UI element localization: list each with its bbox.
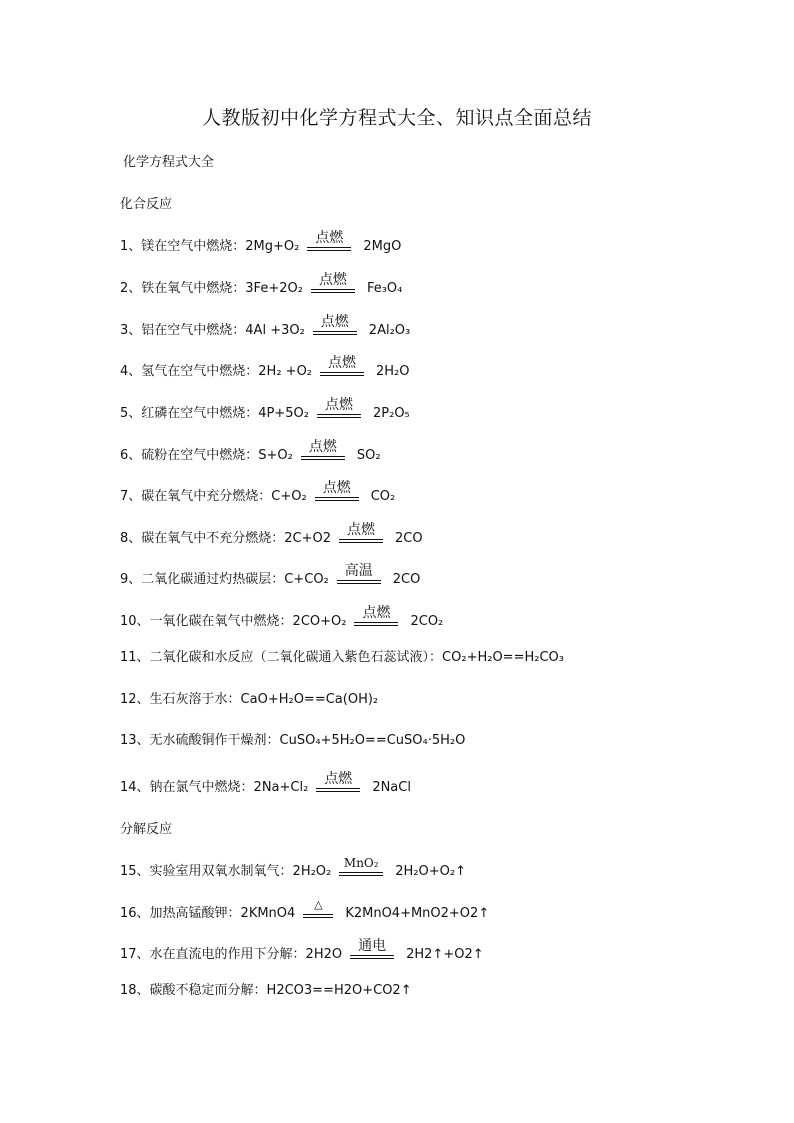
equation-label: 4、氢气在空气中燃烧： bbox=[120, 364, 259, 379]
reaction-condition: 点燃 bbox=[347, 522, 376, 538]
reaction-arrow bbox=[313, 314, 357, 341]
reaction-condition: 点燃 bbox=[324, 771, 353, 787]
equation-reactants: 2H₂ +O₂ bbox=[258, 364, 313, 379]
equation-reactants: 2H₂O₂ bbox=[292, 864, 332, 879]
equation-reactants: 2CO+O₂ bbox=[292, 614, 347, 629]
equation-row bbox=[120, 771, 411, 798]
section-heading-decomposition: 分解反应 bbox=[120, 822, 173, 837]
equation-products: 2CO bbox=[392, 572, 421, 587]
equation-text: 13、无水硫酸铜作干燥剂：CuSO₄+5H₂O==CuSO₄·5H₂O bbox=[120, 733, 466, 748]
equation-row bbox=[120, 439, 381, 466]
equation-products: CO₂ bbox=[370, 489, 396, 504]
equation-label: 15、实验室用双氧水制氧气： bbox=[120, 864, 293, 879]
equation-label: 16、加热高锰酸钾： bbox=[120, 906, 241, 921]
equation-label: 5、红磷在空气中燃烧： bbox=[120, 406, 259, 421]
equation-text: 11、二氧化碳和水反应（二氧化碳通入紫色石蕊试液）：CO₂+H₂O==H₂CO₃ bbox=[120, 650, 564, 665]
reaction-arrow bbox=[307, 230, 351, 257]
reaction-condition: 高温 bbox=[344, 563, 373, 579]
reaction-arrow bbox=[339, 856, 383, 882]
equation-products: 2P₂O₅ bbox=[373, 406, 410, 421]
equation-reactants: 2KMnO4 bbox=[240, 906, 296, 921]
reaction-arrow bbox=[337, 563, 381, 590]
section-heading-combination: 化合反应 bbox=[120, 197, 173, 212]
equation-reactants: 4Al +3O₂ bbox=[245, 323, 305, 338]
equation-products: K2MnO4+MnO2+O2↑ bbox=[345, 906, 490, 921]
equation-text: 18、碳酸不稳定而分解：H2CO3==H2O+CO2↑ bbox=[120, 983, 412, 998]
equation-row bbox=[120, 605, 444, 632]
equation-row bbox=[120, 981, 412, 1001]
reaction-condition: 点燃 bbox=[315, 230, 344, 246]
reaction-arrow bbox=[320, 355, 364, 382]
reaction-arrow bbox=[311, 272, 355, 299]
equation-products: SO₂ bbox=[356, 448, 381, 463]
reaction-arrow bbox=[354, 605, 398, 632]
document-title: 人教版初中化学方程式大全、知识点全面总结 bbox=[201, 107, 592, 129]
reaction-condition: 点燃 bbox=[320, 314, 349, 330]
reaction-condition: △ bbox=[314, 898, 323, 911]
equation-row bbox=[120, 731, 465, 751]
section-heading-equations: 化学方程式大全 bbox=[123, 155, 215, 170]
equation-row bbox=[120, 397, 410, 424]
equation-products: 2CO bbox=[395, 531, 423, 546]
equation-label: 6、硫粉在空气中燃烧： bbox=[120, 448, 259, 463]
reaction-condition: 点燃 bbox=[318, 272, 347, 288]
equation-reactants: 2Na+Cl₂ bbox=[253, 780, 309, 795]
equation-row bbox=[120, 938, 484, 965]
equation-products: 2H2↑+O2↑ bbox=[406, 947, 484, 962]
equation-label: 7、碳在氧气中充分燃烧： bbox=[120, 489, 272, 504]
equation-label: 9、二氧化碳通过灼热碳层： bbox=[120, 572, 285, 587]
equation-reactants: 2H2O bbox=[305, 947, 343, 962]
equation-row bbox=[120, 314, 411, 341]
equation-products: 2MgO bbox=[363, 239, 402, 254]
equation-row bbox=[120, 690, 378, 710]
equation-row bbox=[120, 522, 423, 549]
equation-row bbox=[120, 563, 421, 590]
reaction-arrow bbox=[315, 480, 359, 507]
equation-label: 3、铝在空气中燃烧： bbox=[120, 323, 246, 338]
equation-products: Fe₃O₄ bbox=[366, 281, 403, 296]
reaction-condition: 点燃 bbox=[325, 397, 353, 413]
equation-reactants: 4P+5O₂ bbox=[258, 406, 309, 421]
reaction-arrow bbox=[350, 938, 394, 965]
equation-reactants: 2C+O2 bbox=[284, 531, 332, 546]
equation-row bbox=[120, 272, 403, 299]
equation-row bbox=[120, 648, 564, 668]
equation-row bbox=[120, 355, 410, 382]
equation-row bbox=[120, 480, 396, 507]
reaction-condition: 点燃 bbox=[362, 605, 391, 621]
equation-products: 2NaCl bbox=[372, 780, 411, 795]
equation-row bbox=[120, 230, 402, 257]
reaction-condition: MnO₂ bbox=[343, 856, 379, 870]
reaction-condition: 通电 bbox=[358, 938, 387, 954]
equation-label: 10、一氧化碳在氧气中燃烧： bbox=[120, 614, 293, 629]
equation-row bbox=[120, 898, 490, 924]
equation-products: 2H₂O bbox=[376, 364, 410, 379]
reaction-arrow bbox=[301, 439, 345, 466]
equation-label: 1、镁在空气中燃烧： bbox=[120, 239, 246, 254]
equation-products: 2Al₂O₃ bbox=[368, 323, 411, 338]
equation-reactants: C+CO₂ bbox=[284, 572, 329, 587]
reaction-arrow bbox=[303, 898, 333, 924]
equation-row bbox=[120, 856, 466, 882]
equation-label: 14、钠在氯气中燃烧： bbox=[120, 780, 254, 795]
reaction-arrow bbox=[317, 397, 361, 424]
reaction-arrow bbox=[339, 522, 383, 549]
reaction-condition: 点燃 bbox=[328, 355, 357, 371]
equation-reactants: S+O₂ bbox=[258, 448, 293, 463]
reaction-condition: 点燃 bbox=[308, 439, 337, 455]
equation-products: 2CO₂ bbox=[410, 614, 444, 629]
reaction-arrow bbox=[316, 771, 360, 798]
equation-reactants: C+O₂ bbox=[271, 489, 307, 504]
equation-reactants: 3Fe+2O₂ bbox=[245, 281, 303, 296]
equation-products: 2H₂O+O₂↑ bbox=[395, 864, 466, 879]
equation-label: 17、水在直流电的作用下分解： bbox=[120, 947, 306, 962]
equation-reactants: 2Mg+O₂ bbox=[245, 239, 300, 254]
equation-label: 2、铁在氧气中燃烧： bbox=[120, 281, 246, 296]
reaction-condition: 点燃 bbox=[322, 480, 351, 496]
equation-text: 12、生石灰溶于水：CaO+H₂O==Ca(OH)₂ bbox=[120, 692, 379, 707]
equation-label: 8、碳在氧气中不充分燃烧： bbox=[120, 531, 285, 546]
